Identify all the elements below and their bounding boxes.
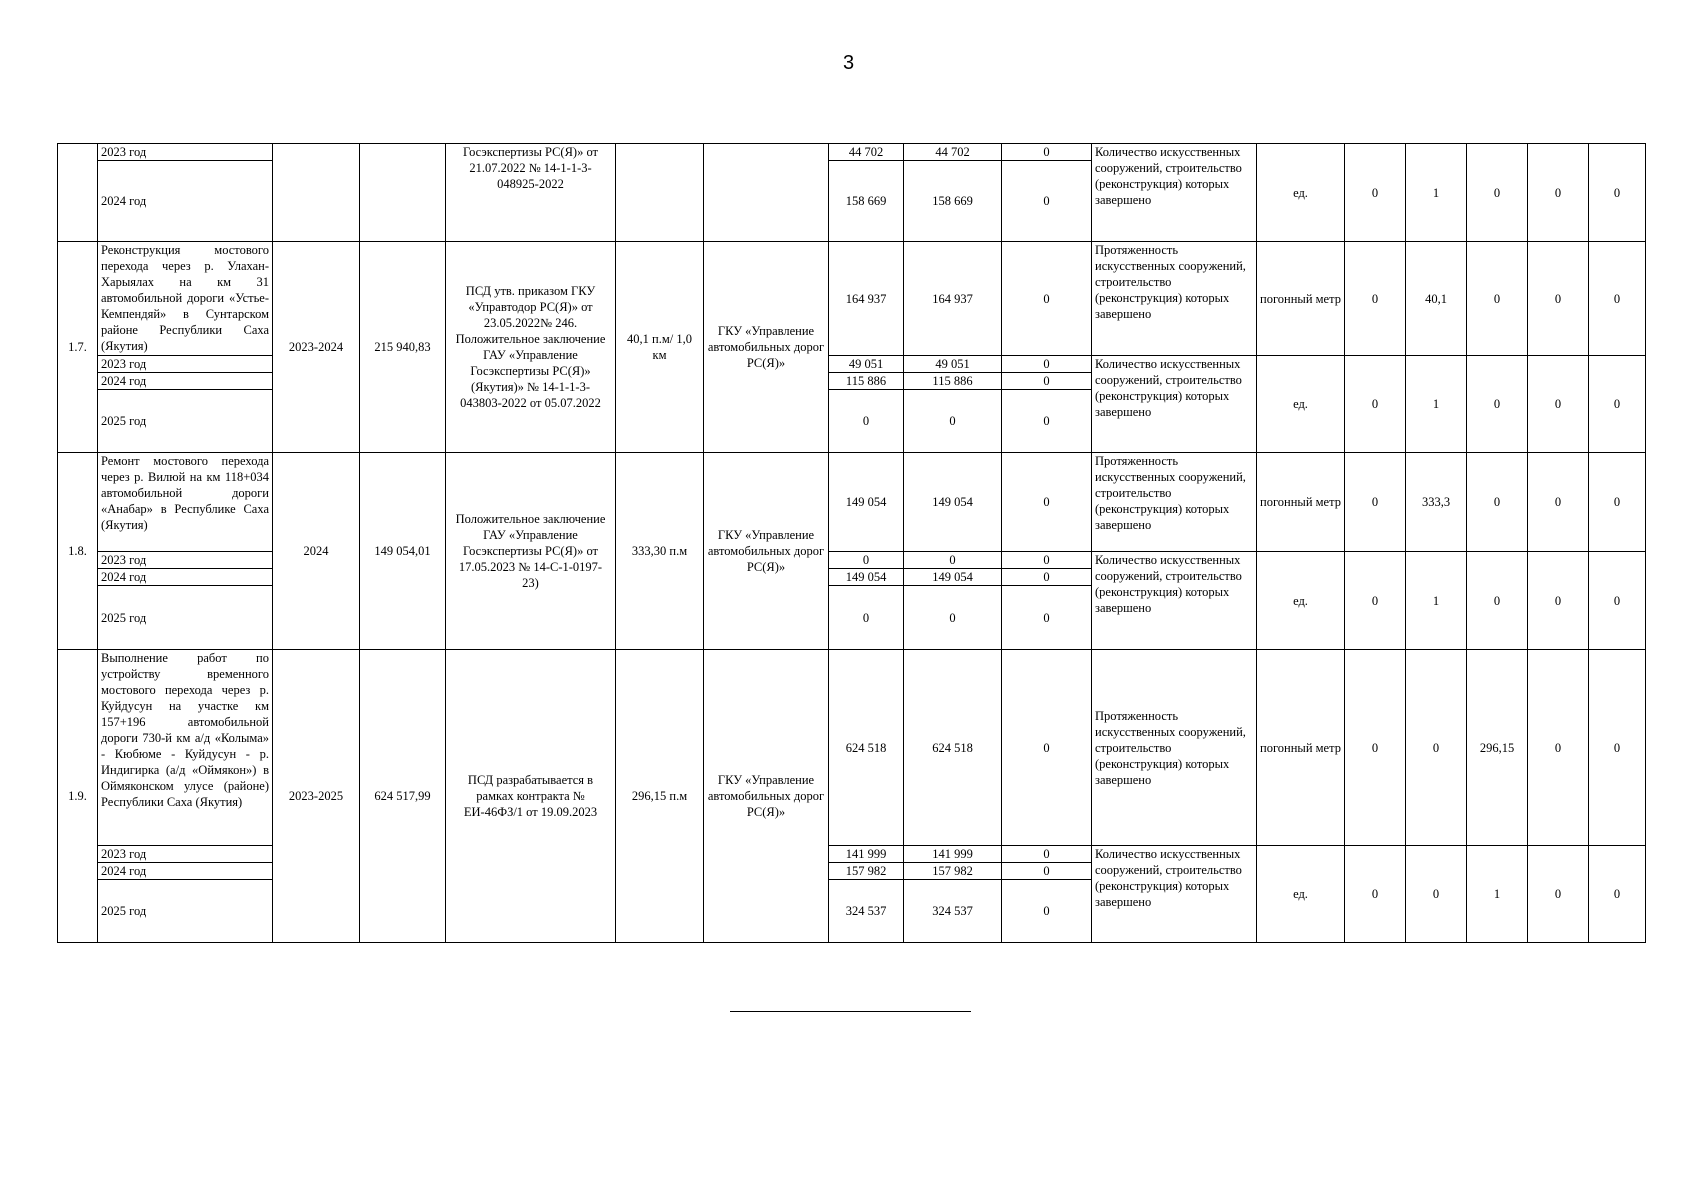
table-row xyxy=(58,453,1646,552)
document-cell: ПСД утв. приказом ГКУ «Управтодор РС(Я)» от 23.05.2022№ 246. Положительное заключение ГАУ «Управление Госэкспертизы РС(Я)» (Якутия)» № 14-1-1-3-043803-2022 от 05.07.2022 xyxy=(446,242,616,453)
cont-cost-cell xyxy=(360,144,446,242)
finance-budget: 44 702 xyxy=(904,144,1002,161)
finance-total: 141 999 xyxy=(829,846,904,863)
capacity-cell: 40,1 п.м/ 1,0 км xyxy=(616,242,704,453)
indicator-name: Количество искусственных сооружений, строительство (реконструкция) которых завершено xyxy=(1092,144,1257,242)
indicator-value: 0 xyxy=(1467,453,1528,552)
finance-budget: 49 051 xyxy=(904,356,1002,373)
cont-number-cell xyxy=(58,144,98,242)
indicator-value: 0 xyxy=(1467,144,1528,242)
indicator-value: 0 xyxy=(1345,650,1406,846)
indicator-value: 1 xyxy=(1406,356,1467,453)
year-label: 2024 год xyxy=(98,863,273,880)
row-number: 1.9. xyxy=(58,650,98,943)
row-number: 1.7. xyxy=(58,242,98,453)
indicator-unit: погонный метр xyxy=(1257,242,1345,356)
indicator-value: 0 xyxy=(1589,552,1646,650)
indicator-name: Количество искусственных сооружений, строительство (реконструкция) которых завершено xyxy=(1092,552,1257,650)
indicator-value: 0 xyxy=(1589,242,1646,356)
capacity-cell: 296,15 п.м xyxy=(616,650,704,943)
finance-total: 0 xyxy=(829,586,904,650)
finance-other: 0 xyxy=(1002,144,1092,161)
finance-budget: 0 xyxy=(904,586,1002,650)
indicator-value: 0 xyxy=(1589,144,1646,242)
indicator-unit: ед. xyxy=(1257,356,1345,453)
period-cell: 2023-2024 xyxy=(273,242,360,453)
indicator-value: 0 xyxy=(1467,552,1528,650)
indicator-value: 40,1 xyxy=(1406,242,1467,356)
finance-budget: 141 999 xyxy=(904,846,1002,863)
finance-total: 44 702 xyxy=(829,144,904,161)
finance-budget: 149 054 xyxy=(904,569,1002,586)
indicator-value: 0 xyxy=(1528,552,1589,650)
indicator-name: Количество искусственных сооружений, строительство (реконструкция) которых завершено xyxy=(1092,846,1257,943)
finance-budget: 0 xyxy=(904,390,1002,453)
object-name: Реконструкция мостового перехода через р. Улахан-Харыялах на км 31 автомобильной дороги «Устье-Кемпендяй» в Сунтарском районе Республики Саха (Якутия) xyxy=(98,242,273,356)
indicator-value: 0 xyxy=(1467,356,1528,453)
finance-total: 49 051 xyxy=(829,356,904,373)
indicator-value: 0 xyxy=(1589,846,1646,943)
finance-other: 0 xyxy=(1002,863,1092,880)
indicator-value: 0 xyxy=(1467,242,1528,356)
customer-cell: ГКУ «Управление автомобильных дорог РС(Я)» xyxy=(704,242,829,453)
indicator-value: 333,3 xyxy=(1406,453,1467,552)
indicator-value: 0 xyxy=(1345,846,1406,943)
year-label: 2023 год xyxy=(98,144,273,161)
indicator-value: 1 xyxy=(1467,846,1528,943)
finance-budget: 164 937 xyxy=(904,242,1002,356)
finance-total: 149 054 xyxy=(829,569,904,586)
indicator-value: 296,15 xyxy=(1467,650,1528,846)
indicator-name: Протяженность искусственных сооружений, строительство (реконструкция) которых завершено xyxy=(1092,650,1257,846)
finance-other: 0 xyxy=(1002,650,1092,846)
finance-other: 0 xyxy=(1002,569,1092,586)
document-cell: ПСД разрабатывается в рамках контракта № ЕИ-46ФЗ/1 от 19.09.2023 xyxy=(446,650,616,943)
cost-cell: 215 940,83 xyxy=(360,242,446,453)
finance-other: 0 xyxy=(1002,373,1092,390)
indicator-unit: ед. xyxy=(1257,846,1345,943)
finance-total: 158 669 xyxy=(829,161,904,242)
indicator-value: 0 xyxy=(1589,356,1646,453)
indicator-value: 0 xyxy=(1406,650,1467,846)
finance-budget: 149 054 xyxy=(904,453,1002,552)
table-row xyxy=(58,650,1646,846)
indicator-unit: ед. xyxy=(1257,144,1345,242)
indicator-value: 0 xyxy=(1345,453,1406,552)
finance-budget: 624 518 xyxy=(904,650,1002,846)
finance-total: 164 937 xyxy=(829,242,904,356)
capacity-cell: 333,30 п.м xyxy=(616,453,704,650)
finance-other: 0 xyxy=(1002,453,1092,552)
indicator-value: 0 xyxy=(1589,453,1646,552)
customer-cell: ГКУ «Управление автомобильных дорог РС(Я)» xyxy=(704,453,829,650)
indicator-unit: погонный метр xyxy=(1257,453,1345,552)
cont-period-cell xyxy=(273,144,360,242)
indicator-value: 0 xyxy=(1528,356,1589,453)
object-name: Ремонт мостового перехода через р. Вилюй на км 118+034 автомобильной дороги «Анабар» в Республике Саха (Якутия) xyxy=(98,453,273,552)
finance-budget: 158 669 xyxy=(904,161,1002,242)
cont-capacity-cell xyxy=(616,144,704,242)
indicator-value: 0 xyxy=(1345,144,1406,242)
finance-total: 324 537 xyxy=(829,880,904,943)
year-label: 2024 год xyxy=(98,161,273,242)
indicator-name: Количество искусственных сооружений, строительство (реконструкция) которых завершено xyxy=(1092,356,1257,453)
year-label: 2025 год xyxy=(98,390,273,453)
year-label: 2024 год xyxy=(98,373,273,390)
year-label: 2023 год xyxy=(98,356,273,373)
year-label: 2023 год xyxy=(98,552,273,569)
cost-cell: 149 054,01 xyxy=(360,453,446,650)
finance-budget: 324 537 xyxy=(904,880,1002,943)
finance-other: 0 xyxy=(1002,846,1092,863)
year-label: 2025 год xyxy=(98,880,273,943)
indicator-value: 0 xyxy=(1528,453,1589,552)
indicator-unit: погонный метр xyxy=(1257,650,1345,846)
finance-total: 624 518 xyxy=(829,650,904,846)
document-cell: Положительное заключение ГАУ «Управление Госэкспертизы РС(Я)» от 17.05.2023 № 14-С-1-0197-23) xyxy=(446,453,616,650)
customer-cell: ГКУ «Управление автомобильных дорог РС(Я)» xyxy=(704,650,829,943)
indicator-value: 0 xyxy=(1589,650,1646,846)
page-number: 3 xyxy=(842,52,855,74)
finance-other: 0 xyxy=(1002,161,1092,242)
period-cell: 2024 xyxy=(273,453,360,650)
indicator-unit: ед. xyxy=(1257,552,1345,650)
cont-customer-cell xyxy=(704,144,829,242)
finance-other: 0 xyxy=(1002,390,1092,453)
indicator-value: 0 xyxy=(1528,242,1589,356)
indicator-value: 1 xyxy=(1406,144,1467,242)
indicator-value: 1 xyxy=(1406,552,1467,650)
year-label: 2023 год xyxy=(98,846,273,863)
indicator-value: 0 xyxy=(1528,650,1589,846)
indicator-value: 0 xyxy=(1345,552,1406,650)
table-row xyxy=(58,144,1646,161)
indicator-name: Протяженность искусственных сооружений, строительство (реконструкция) которых завершено xyxy=(1092,242,1257,356)
indicator-value: 0 xyxy=(1406,846,1467,943)
end-divider-line xyxy=(730,1011,971,1012)
indicator-value: 0 xyxy=(1345,242,1406,356)
indicator-value: 0 xyxy=(1528,846,1589,943)
year-label: 2024 год xyxy=(98,569,273,586)
period-cell: 2023-2025 xyxy=(273,650,360,943)
indicator-value: 0 xyxy=(1528,144,1589,242)
finance-other: 0 xyxy=(1002,586,1092,650)
finance-total: 157 982 xyxy=(829,863,904,880)
program-table xyxy=(57,143,1646,943)
finance-total: 0 xyxy=(829,390,904,453)
cont-document-cell: Госэкспертизы РС(Я)» от 21.07.2022 № 14-1-1-3-048925-2022 xyxy=(446,144,616,242)
finance-total: 115 886 xyxy=(829,373,904,390)
object-name: Выполнение работ по устройству временного мостового перехода через р. Куйдусун на участке км 157+196 автомобильной дороги 730-й км а/д «Колыма» - Кюбюме - Куйдусун - р. Индигирка (а/д «Оймякон») в Оймяконском улусе (районе) Республики Саха (Якутия) xyxy=(98,650,273,846)
finance-other: 0 xyxy=(1002,552,1092,569)
cost-cell: 624 517,99 xyxy=(360,650,446,943)
year-label: 2025 год xyxy=(98,586,273,650)
finance-other: 0 xyxy=(1002,880,1092,943)
finance-total: 149 054 xyxy=(829,453,904,552)
finance-budget: 0 xyxy=(904,552,1002,569)
indicator-value: 0 xyxy=(1345,356,1406,453)
finance-total: 0 xyxy=(829,552,904,569)
finance-budget: 115 886 xyxy=(904,373,1002,390)
table-row xyxy=(58,242,1646,356)
finance-other: 0 xyxy=(1002,356,1092,373)
finance-budget: 157 982 xyxy=(904,863,1002,880)
row-number: 1.8. xyxy=(58,453,98,650)
indicator-name: Протяженность искусственных сооружений, строительство (реконструкция) которых завершено xyxy=(1092,453,1257,552)
finance-other: 0 xyxy=(1002,242,1092,356)
